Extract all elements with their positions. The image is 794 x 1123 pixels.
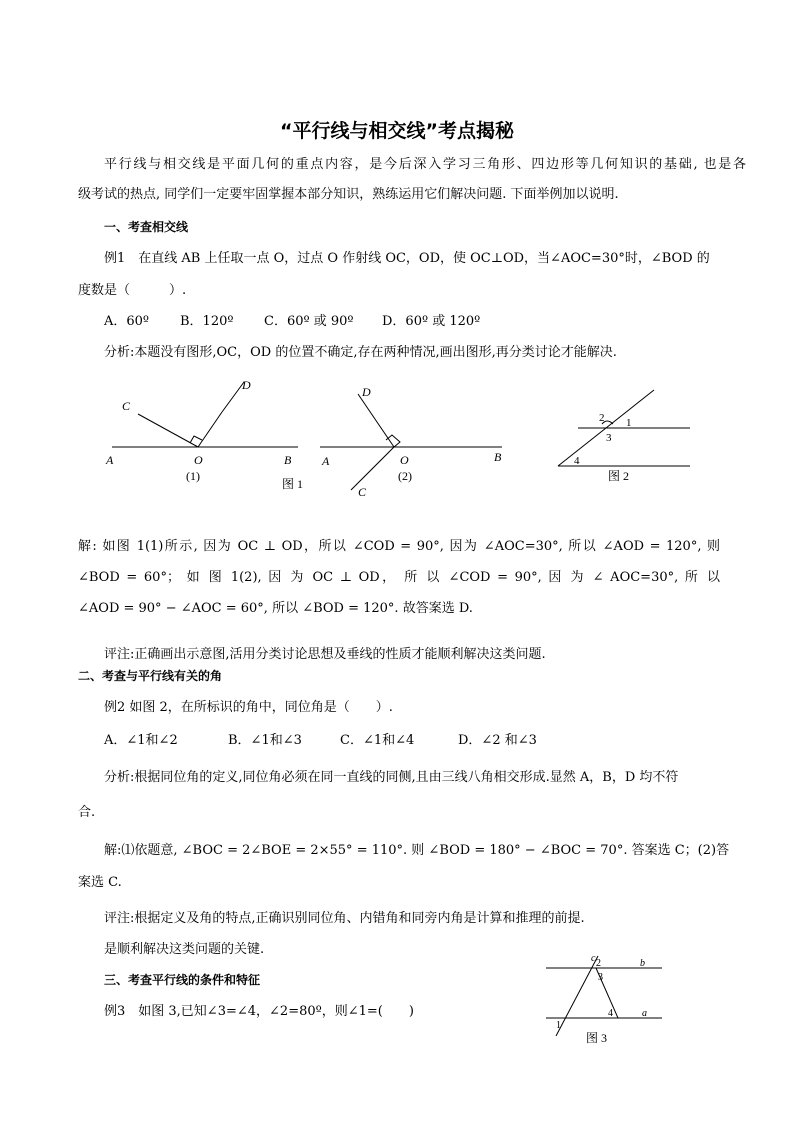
fig1-1-label-d: D bbox=[242, 378, 251, 392]
ex2-option-b: B．∠1和∠3 bbox=[228, 733, 302, 748]
ex2-question: 例2 如图 2，在所标识的角中，同位角是（ ）. bbox=[104, 700, 393, 715]
ex2-options bbox=[78, 732, 746, 749]
fig3-angle-1: 1 bbox=[556, 1020, 561, 1031]
ex2-analysis-line-2: 合. bbox=[78, 805, 96, 820]
ex1-option-b: B．120º bbox=[180, 314, 234, 329]
ex1-question-line-2: 度数是（ ）. bbox=[78, 283, 187, 298]
fig1-2-label-a: A bbox=[322, 454, 330, 468]
ex1-solution-line-3: ∠AOD = 90° − ∠AOC = 60°, 所以 ∠BOD = 120°. 故答案选 D. bbox=[78, 601, 473, 616]
fig2-angle-1: 1 bbox=[626, 417, 632, 429]
intro-line-2: 级考试的热点, 同学们一定要牢固掌握本部分知识，熟练运用它们解决问题. 下面举例加以说明. bbox=[78, 187, 619, 202]
ex1-solution-line-2: ∠BOD = 60°； 如 图 1(2), 因 为 OC ⊥ OD， 所 以 ∠COD = 90°, 因 为 ∠ AOC=30°, 所 以 bbox=[78, 570, 720, 585]
fig2-caption: 图 2 bbox=[608, 469, 630, 483]
fig1-2-label-o: O bbox=[400, 453, 409, 467]
ex1-question-line-1: 例1 在直线 AB 上任取一点 O，过点 O 作射线 OC，OD，使 OC⊥OD，当∠AOC=30°时，∠BOD 的 bbox=[104, 251, 710, 266]
fig1-1-label-b: B bbox=[284, 453, 292, 467]
ex2-analysis-line-1: 分析:根据同位角的定义,同位角必须在同一直线的同侧,且由三线八角相交形成.显然 A，B，D 均不符 bbox=[104, 770, 679, 785]
ex1-option-a: A．60º bbox=[104, 314, 150, 329]
ex1-option-d: D．60º 或 120º bbox=[382, 314, 481, 329]
ex2-comment-line-1: 评注:根据定义及角的特点,正确识别同位角、内错角和同旁内角是计算和推理的前提. bbox=[104, 911, 585, 926]
intro-line-1: 平行线与相交线是平面几何的重点内容，是今后深入学习三角形、四边形等几何知识的基础, 也是各 bbox=[104, 157, 746, 172]
fig2-angle-4: 4 bbox=[574, 455, 580, 467]
fig3-angle-3: 3 bbox=[598, 972, 603, 983]
fig2-angle-2: 2 bbox=[599, 412, 605, 424]
ex1-comment: 评注:正确画出示意图,活用分类讨论思想及垂线的性质才能顺利解决这类问题. bbox=[104, 647, 546, 662]
fig1-sublabel-2: (2) bbox=[398, 469, 412, 483]
section-heading-2: 二、考查与平行线有关的角 bbox=[78, 669, 223, 683]
section-heading-3: 三、考查平行线的条件和特征 bbox=[104, 973, 261, 987]
ex1-options bbox=[78, 313, 746, 330]
fig3-angle-2: 2 bbox=[596, 958, 601, 969]
fig1-sublabel-1: (1) bbox=[186, 469, 200, 483]
fig3-label-b: b bbox=[640, 958, 645, 969]
fig1-1-ray-od-upper bbox=[222, 382, 244, 412]
fig1-1-right-angle-mark bbox=[190, 436, 202, 443]
fig2-angle-3: 3 bbox=[606, 432, 612, 444]
fig3-angle-4: 4 bbox=[608, 1008, 613, 1019]
section-heading-1: 一、考查相交线 bbox=[104, 220, 189, 234]
fig3-label-a: a bbox=[642, 1008, 647, 1019]
ex1-solution-line-1: 解: 如图 1(1)所示, 因为 OC ⊥ OD，所以 ∠COD = 90°, 因为 ∠AOC=30°, 所以 ∠AOD = 120°, 则 bbox=[78, 539, 720, 554]
figure-2 bbox=[550, 384, 700, 484]
ex3-question: 例3 如图 3,已知∠3=∠4，∠2=80º，则∠1=( ) bbox=[104, 1004, 414, 1019]
ex2-option-c: C．∠1和∠4 bbox=[340, 733, 415, 748]
ex2-solution-line-2: 案选 C. bbox=[78, 875, 122, 890]
fig1-1-ray-oc bbox=[138, 414, 198, 447]
fig1-1-label-o: O bbox=[194, 453, 203, 467]
ex2-solution-line-1: 解:⑴依题意, ∠BOC = 2∠BOE = 2×55° = 110°. 则 ∠BOD = 180° − ∠BOC = 70°. 答案选 C；(2)答 bbox=[104, 843, 730, 858]
fig1-2-label-d: D bbox=[362, 385, 371, 399]
ex2-option-a: A．∠1和∠2 bbox=[104, 733, 178, 748]
ex1-option-c: C．60º 或 90º bbox=[264, 314, 354, 329]
fig1-2-ray-od bbox=[358, 394, 394, 447]
fig1-2-ray-oc bbox=[351, 447, 394, 490]
figure-1 bbox=[96, 372, 516, 502]
figure-3 bbox=[538, 948, 668, 1048]
fig1-1-label-c: C bbox=[122, 399, 131, 413]
fig1-2-label-c: C bbox=[358, 485, 367, 499]
fig1-caption: 图 1 bbox=[282, 477, 304, 491]
fig1-1-label-a: A bbox=[106, 453, 114, 467]
fig3-label-c: c bbox=[591, 953, 596, 964]
fig3-caption: 图 3 bbox=[586, 1031, 608, 1045]
ex1-analysis: 分析:本题没有图形,OC，OD 的位置不确定,存在两种情况,画出图形,再分类讨论才能解决. bbox=[104, 345, 617, 360]
ex2-comment-line-2: 是顺利解决这类问题的关键. bbox=[104, 942, 265, 957]
fig1-1-ray-od-lower bbox=[198, 412, 222, 447]
fig1-2-label-b: B bbox=[494, 450, 502, 464]
ex2-option-d: D．∠2 和∠3 bbox=[458, 733, 537, 748]
page-title: “平行线与相交线”考点揭秘 bbox=[280, 120, 514, 142]
